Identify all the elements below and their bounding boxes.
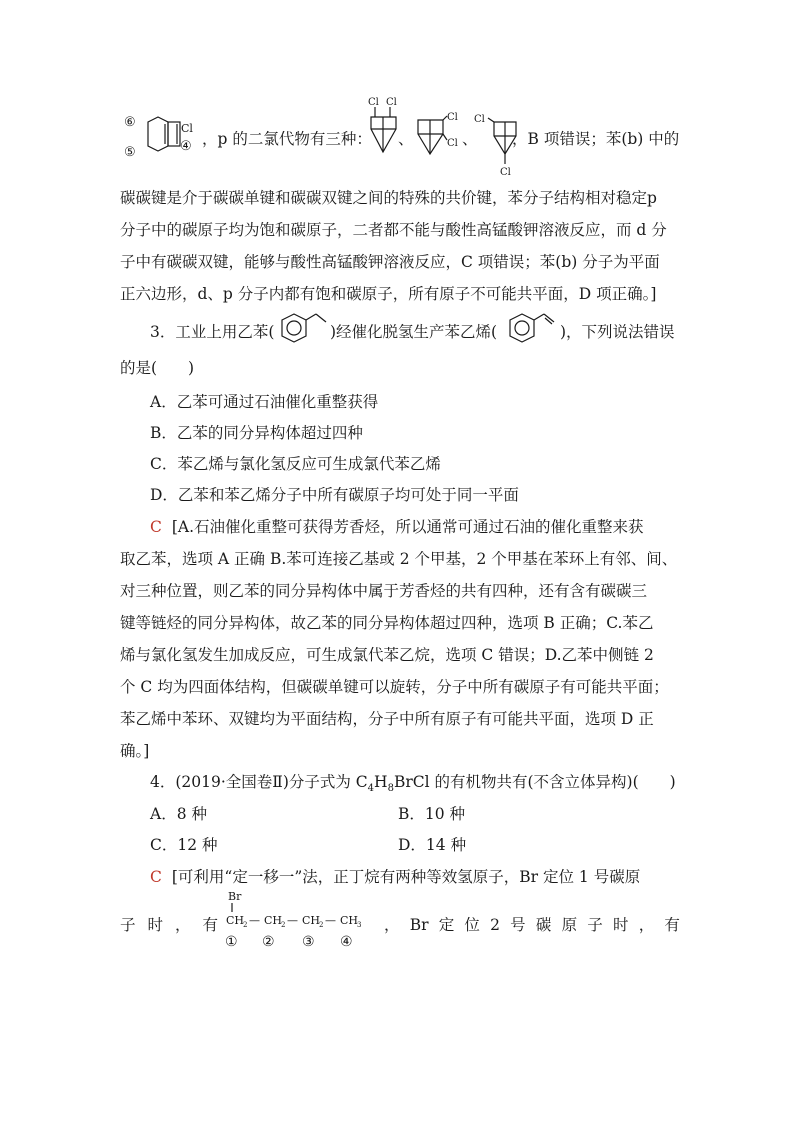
q3-explanation-line-1: C [A.石油催化重整可获得芳香烃，所以通常可通过石油的催化重整来获 <box>150 518 644 536</box>
q3-explanation-line-8: 确。] <box>120 742 150 760</box>
svg-text:④: ④ <box>180 139 192 154</box>
svg-text:②: ② <box>262 934 275 950</box>
q3-stem-c: )，下列说法错误 <box>560 323 675 341</box>
svg-text:Cl: Cl <box>447 138 458 149</box>
q3-stem-b: )经催化脱氢生产苯乙烯( <box>330 323 498 341</box>
svg-text:④: ④ <box>340 934 353 950</box>
svg-text:Cl: Cl <box>386 97 397 108</box>
paragraph-line-3: 子中有碳碳双键，能够与酸性高锰酸钾溶液反应，C 项错误；苯(b) 分子为平面 <box>120 253 660 271</box>
svg-text:Br: Br <box>228 890 242 903</box>
svg-text:Cl: Cl <box>474 114 485 125</box>
butane-formula <box>224 888 389 958</box>
svg-text:—: — <box>325 914 336 927</box>
svg-text:CH: CH <box>340 914 359 927</box>
svg-text:①: ① <box>225 934 238 950</box>
svg-text:CH: CH <box>264 914 283 927</box>
svg-text:CH: CH <box>302 914 321 927</box>
svg-text:Cl: Cl <box>368 97 379 108</box>
q4-answer: C <box>150 868 162 886</box>
svg-text:2: 2 <box>243 921 248 929</box>
styrene-structure <box>502 312 562 352</box>
q3-option-d: D．乙苯和苯乙烯分子中所有碳原子均可处于同一平面 <box>150 486 519 504</box>
svg-text:Cl: Cl <box>500 167 511 178</box>
svg-text:Cl: Cl <box>181 122 193 135</box>
svg-text:—: — <box>249 914 260 927</box>
paragraph-line-2: 分子中的碳原子均为饱和碳原子，二者都不能与酸性高锰酸钾溶液反应，而 d 分 <box>120 221 667 239</box>
q4-explanation-line-2-tail: ， Br 定 位 2 号 碳 原 子 时 ， 有 <box>384 916 680 934</box>
svg-text:⑤: ⑤ <box>124 145 136 160</box>
paragraph-line-1: 碳碳键是介于碳碳单键和碳碳双键之间的特殊的共价键，苯分子结构相对稳定p <box>120 189 657 207</box>
q3-explanation-line-4: 键等链烃的同分异构体，故乙苯的同分异构体超过四种，选项 B 正确；C.苯乙 <box>120 614 654 632</box>
q3-answer: C <box>150 518 162 536</box>
svg-text:③: ③ <box>302 934 315 950</box>
svg-text:⑥: ⑥ <box>124 115 136 130</box>
q3-explanation-line-6: 个 C 均为四面体结构，但碳碳单键可以旋转，分子中所有碳原子有可能共平面； <box>120 678 669 696</box>
separator-1: 、 <box>398 130 414 148</box>
q3-stem-d: 的是( ) <box>120 359 195 377</box>
q3-explanation-line-2: 取乙苯，选项 A 正确 B.苯可连接乙基或 2 个甲基，2 个甲基在苯环上有邻、间、 <box>120 550 678 568</box>
svg-text:—: — <box>287 914 298 927</box>
q3-option-b: B．乙苯的同分异构体超过四种 <box>150 424 363 442</box>
q4-explanation-line-2-head: 子 时 ， 有 <box>120 916 218 934</box>
svg-text:2: 2 <box>281 921 286 929</box>
ethylbenzene-structure <box>272 312 332 352</box>
q3-option-a: A．乙苯可通过石油催化重整获得 <box>150 393 379 411</box>
svg-text:CH: CH <box>226 914 245 927</box>
svg-text:Cl: Cl <box>447 112 458 123</box>
q3-explanation-line-3: 对三种位置，则乙苯的同分异构体中属于芳香烃的共有四种，还有含有碳碳三 <box>120 582 648 600</box>
q4-explanation-line-1: C [可利用“定一移一”法，正丁烷有两种等效氢原子，Br 定位 1 号碳原 <box>150 868 641 886</box>
q4-stem: 4．(2019·全国卷Ⅱ)分子式为 $C_4H_8BrCl$ 的有机物共有(不含立体异构)( ) <box>150 773 676 795</box>
separator-2: 、 <box>462 130 478 148</box>
q3-explanation-line-5: 烯与氯化氢发生加成反应，可生成氯代苯乙烷，选项 C 错误；D.乙苯中侧链 2 <box>120 646 654 664</box>
svg-text:2: 2 <box>319 921 324 929</box>
q3-option-c: C．苯乙烯与氯化氢反应可生成氯代苯乙烯 <box>150 455 441 473</box>
svg-text:3: 3 <box>357 921 362 929</box>
paragraph-line-4: 正六边形，d、p 分子内都有饱和碳原子，所有原子不可能共平面，D 项正确。] <box>120 285 657 303</box>
top-text-mid: ，p 的二氯代物有三种： <box>202 130 372 148</box>
top-text-end: ，B 项错误；苯(b) 中的 <box>512 130 680 148</box>
q4-option-c: C．12 种 <box>150 836 218 854</box>
q4-option-a: A．8 种 <box>150 805 207 823</box>
q3-stem-a: 3．工业上用乙苯( <box>150 323 275 341</box>
q3-explanation-line-7: 苯乙烯中苯环、双键均为平面结构，分子中所有原子有可能共平面，选项 D 正 <box>120 710 654 728</box>
q4-option-d: D．14 种 <box>398 836 467 854</box>
q4-option-b: B．10 种 <box>398 805 466 823</box>
structure-dichloro-2 <box>413 108 468 173</box>
